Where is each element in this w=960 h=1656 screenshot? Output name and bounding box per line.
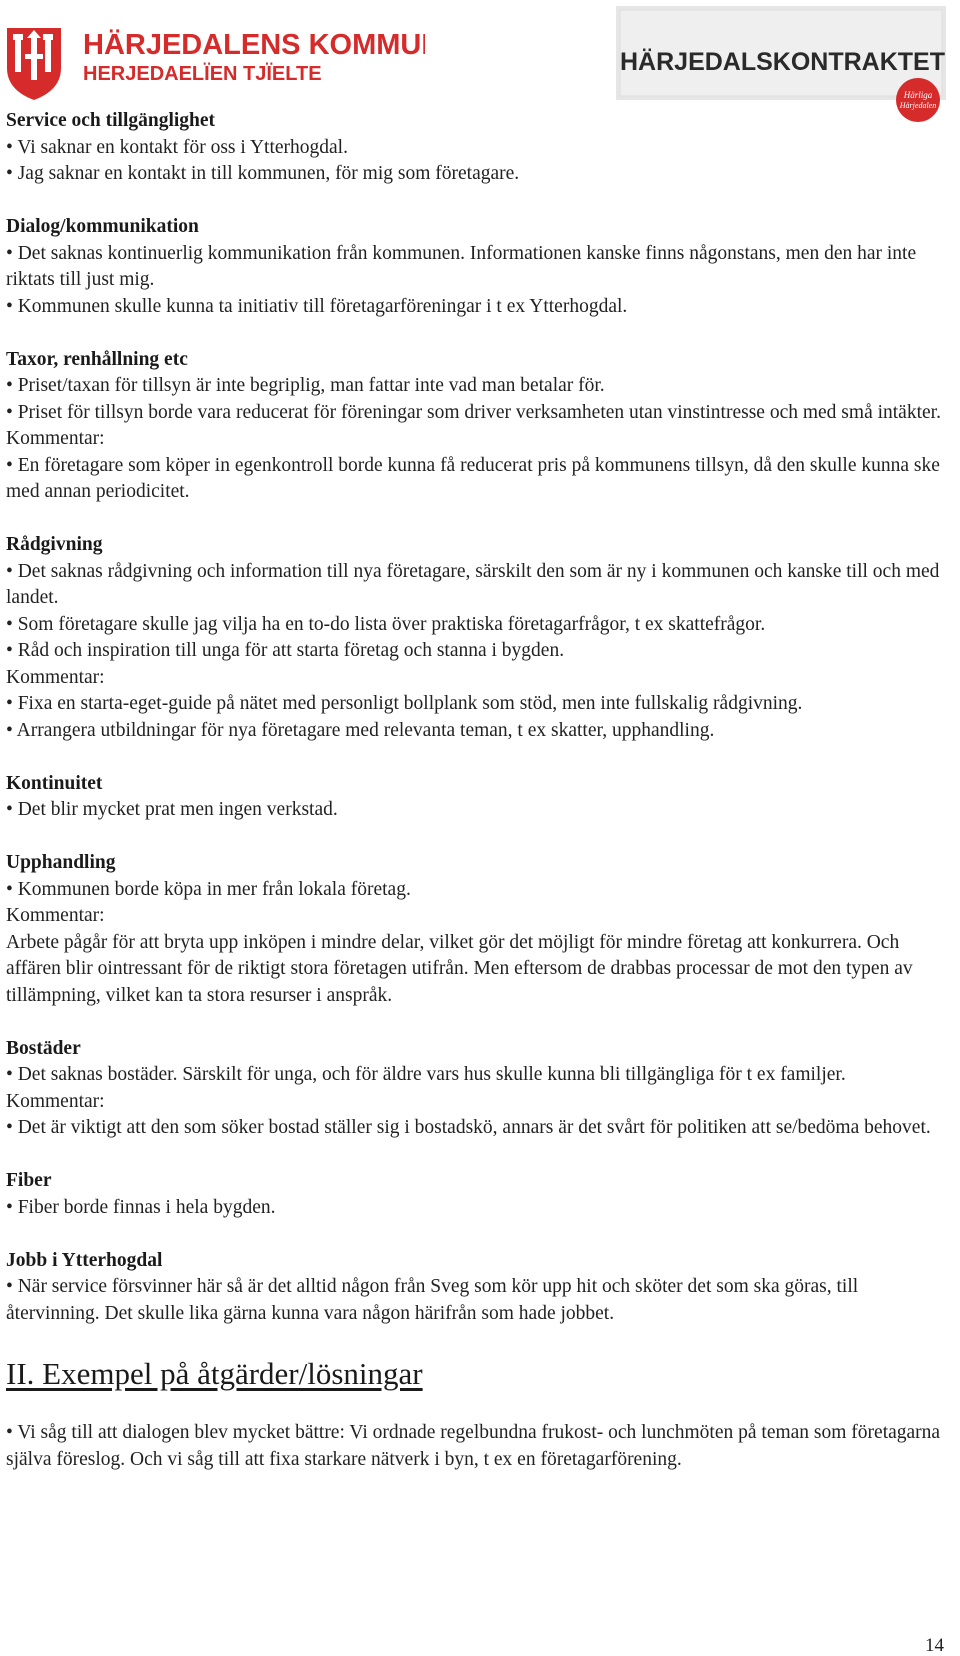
section-dialog [6,214,950,320]
section-heading: Dialog/kommunikation [6,216,199,237]
section-jobb [6,1248,950,1328]
section-heading: Taxor, renhållning etc [6,348,188,370]
section-line: • Priset för tillsyn borde vara reducerat för föreningar som driver verksamheten utan vinstintresse och med små intäkter. [6,401,941,423]
section-heading: Jobb i Ytterhogdal [6,1249,163,1271]
section-line: • Det saknas bostäder. Särskilt för unga, och för äldre vars hus skulle kunna bli tillgängliga för t ex familjer. [6,1064,846,1085]
section-upphandling [6,850,950,1009]
section-line: • Kommunen skulle kunna ta initiativ till företagarföreningar i t ex Ytterhogdal. [6,295,628,317]
comment-label: Kommentar: [6,1090,105,1112]
section-heading: Rådgivning [6,534,103,555]
section-line: • Arrangera utbildningar för nya företagare med relevanta teman, t ex skatter, upphandling. [6,719,715,741]
section-heading: Service och tillgänglighet [6,110,216,131]
section-line: • Det blir mycket prat men ingen verkstad. [6,799,338,820]
section-bostader [6,1036,950,1142]
section-line: Arbete pågår för att bryta upp inköpen i mindre delar, vilket gör det möjligt för mindre företag att konkurrera. Och affären blir ointressant för de riktigt stora företagen utifrån. Men eftersom de drabbas processar de mot den typen av tillämpning, vilket kan ta stora resurser i anspråk. [6,931,913,1006]
section-kontinuitet [6,771,950,824]
svg-text:HERJEDAELÏEN TJÏELTE: HERJEDAELÏEN TJÏELTE [83,63,322,85]
section-line: • Det är viktigt att den som söker bostad ställer sig i bostadskö, annars är det svårt för politiken att se/bedöma behovet. [6,1117,931,1138]
section-heading: Bostäder [6,1037,81,1059]
section-line: • Fiber borde finnas i hela bygden. [6,1196,276,1218]
kommun-logo-graphic [5,24,425,104]
page-header [0,0,960,120]
comment-label: Kommentar: [6,428,105,449]
section-line: • Kommunen borde köpa in mer från lokala företag. [6,878,411,900]
part-two-heading: II. Exempel på åtgärder/lösningar [6,1356,423,1391]
harjedalens-kommun-logo [5,24,425,109]
section-line: • Vi såg till att dialogen blev mycket bättre: Vi ordnade regelbundna frukost- och lunchmöten på teman som företagarna själva föreslog. Och vi såg till att fixa starkare nätverk i byn, t ex en företagarförening. [6,1422,941,1470]
section-line: • När service försvinner här så är det alltid någon från Sveg som kör upp hit och sköter det som ska göras, till återvinning. Det skulle lika gärna kunna vara någon härifrån som hade jobbet. [6,1276,859,1324]
svg-text:Härliga: Härliga [903,90,933,100]
section-line: • Vi saknar en kontakt för oss i Ytterhogdal. [6,136,348,158]
document-body [6,108,950,1473]
section-line: • Priset/taxan för tillsyn är inte begriplig, man fattar inte vad man betalar för. [6,375,605,396]
kontraktet-logo-graphic [616,0,960,124]
section-heading: Fiber [6,1170,52,1191]
section-taxor [6,347,950,506]
section-line: • Fixa en starta-eget-guide på nätet med personligt bollplank som stöd, men inte fullskalig rådgivning. [6,693,803,714]
section-line: • Det saknas kontinuerlig kommunikation från kommunen. Informationen kanske finns någonstans, men den har inte riktats till just mig. [6,242,917,290]
svg-text:Härjedalen: Härjedalen [899,101,937,110]
section-line: • Råd och inspiration till unga för att starta företag och stanna i bygden. [6,640,565,661]
section-radgivning [6,532,950,744]
svg-text:HÄRJEDALENS KOMMUN: HÄRJEDALENS KOMMUN [83,29,425,61]
section-service [6,108,950,188]
section-line: • Jag saknar en kontakt in till kommunen, för mig som företagare. [6,163,520,184]
page-number: 14 [925,1635,944,1656]
section-heading: Upphandling [6,852,116,873]
section-fiber [6,1168,950,1221]
section-line: • Det saknas rådgivning och information till nya företagare, särskilt den som är ny i kommunen och kanske till och med landet. [6,560,940,608]
comment-label: Kommentar: [6,905,105,926]
section-line: • En företagare som köper in egenkontroll borde kunna få reducerat pris på kommunens tillsyn, då den skulle kunna ske med annan periodicitet. [6,454,940,502]
comment-label: Kommentar: [6,666,105,688]
svg-text:HÄRJEDALSKONTRAKTET: HÄRJEDALSKONTRAKTET [620,48,945,76]
section-heading: Kontinuitet [6,772,103,794]
section-line: • Som företagare skulle jag vilja ha en to-do lista över praktiska företagarfrågor, t ex skattefrågor. [6,613,766,635]
